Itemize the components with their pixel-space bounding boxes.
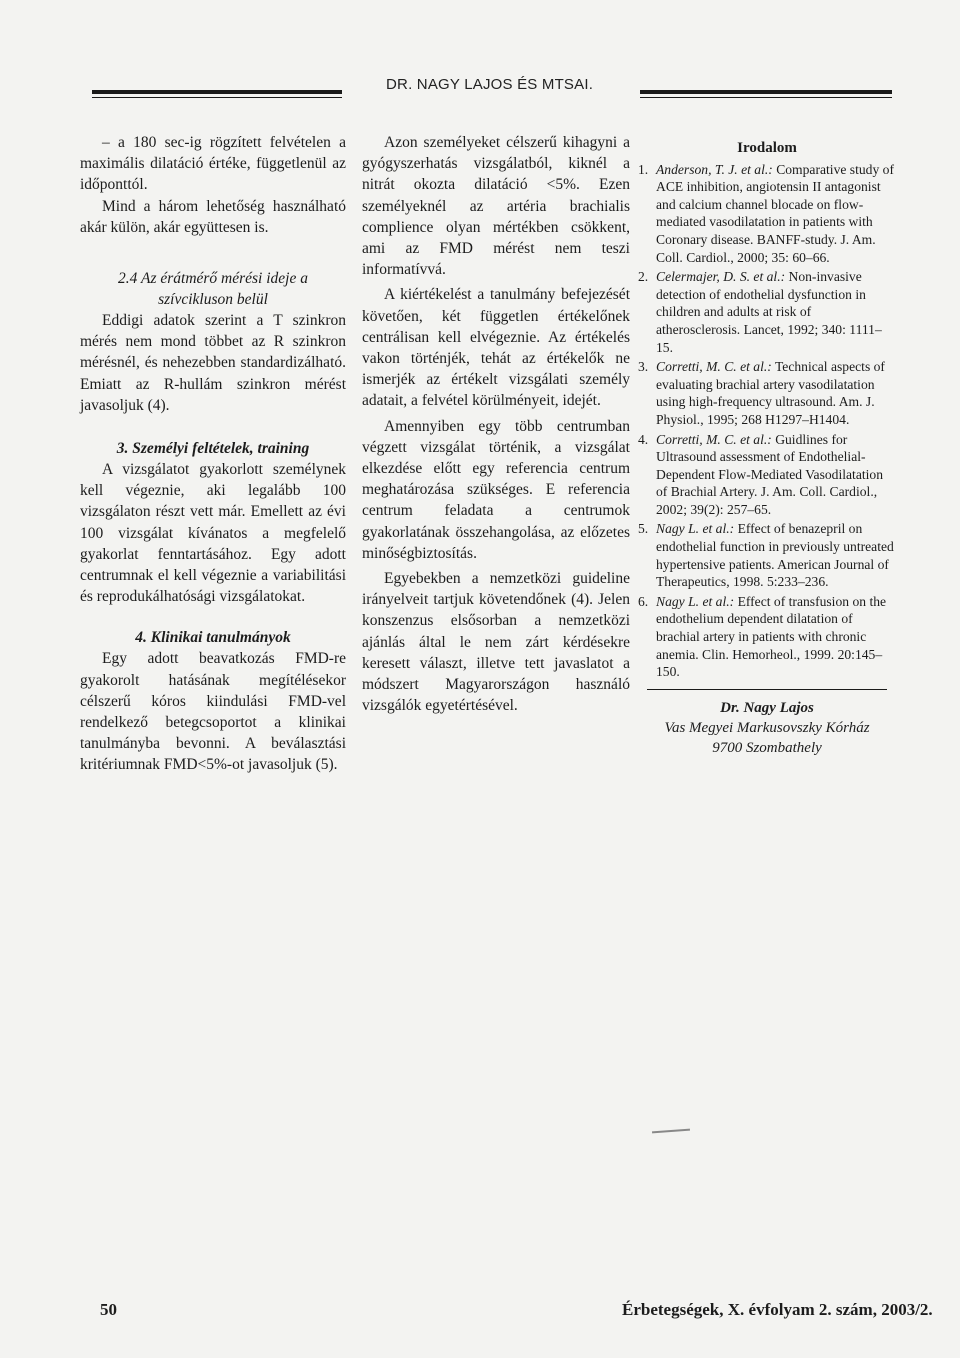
reference-text: Effect of transfusion on the endothelium dependent dilatation of brachial artery in patients with chronic anemia. Clin. Hemorheol., 1999. 20:145–150. [656,593,887,680]
reference-number: 3. [638,359,649,375]
paragraph: Amennyiben egy több centrumban végzett vizsgálat történik, a vizsgálat elkezdése előtt egy referencia centrum meghatározása szükséges. E referencia centrum feladata a centrumok gyakorlatának összehangolása, az előzetes minőségbiztosítás. [362,417,630,562]
text-column-middle [362,132,630,716]
reference-authors: Celermajer, D. S. et al.: [656,269,786,285]
journal-footer: Érbetegségek, X. évfolyam 2. szám, 2003/2. [622,1300,933,1319]
reference-text: Guidlines for Ultrasound assessment of Endothelial-Dependent Flow-Mediated Vasodilatation of Brachial Artery. J. Am. Coll. Cardiol., 2002; 39(2): 257–65. [656,431,884,517]
paragraph: A kiértékelést a tanulmány befejezését követően, két független értékelőnek centrálisan kell elvégeznie. Az értékelés vakon történjék, tehát az értékelők ne ismerjék az értékelt vizsgálati személy adatait, a felvétel körülményeit, idejét. [362,286,630,410]
pencil-mark [652,1129,690,1134]
reference-item [638,268,896,356]
section-heading-2-4: 2.4 Az érátmérő mérési ideje a szívcikluson belül [118,270,308,309]
reference-text: Technical aspects of evaluating brachial artery vasodilatation using high-frequency ultrasound. Am. J. Physiol., 1995; 268 H1297–H1404. [656,359,885,427]
references-column [638,140,896,758]
paragraph: – a 180 sec-ig rögzített felvételen a maximális dilatáció értéke, függetlenül az időponttól. [80,134,346,194]
section-heading-4: 4. Klinikai tanulmányok [135,629,291,647]
author-institution: Vas Megyei Markusovszky Kórház [664,719,870,736]
reference-authors: Anderson, T. J. et al.: [656,161,773,177]
reference-item [638,593,896,681]
reference-number: 5. [638,521,649,537]
reference-text: Non-invasive detection of endothelial dysfunction in children and adults at risk of atherosclerosis. Lancet, 1992; 340: 1111–15. [656,269,882,355]
reference-authors: Nagy L. et al.: [656,593,735,609]
reference-list [638,161,896,681]
header-rule-left-thick [92,90,342,94]
section-heading-3: 3. Személyi feltételek, training [116,440,310,458]
reference-authors: Nagy L. et al.: [656,521,735,537]
paragraph: A vizsgálatot gyakorlott személynek kell végeznie, aki legalább 100 vizsgálaton részt vett már. Emellett az évi 100 vizsgálat kívánatos a megfelelő gyakorlat fenntartásához. Egy adott centrumnak el kell végeznie a variabilitási és reprodukálhatósági vizsgálatokat. [80,461,346,606]
header-rule-right-thick [640,90,892,94]
paragraph: Azon személyeket célszerű kihagyni a gyógyszerhatás vizsgálatból, kiknél a nitrát okozta dilatáció <5%. Ezen személyeknél az artéria brachialis complience olyan mértékben csökkent, ami az FMD mérést nem teszi informatívvá. [362,134,630,279]
reference-item [638,431,896,519]
reference-text: Comparative study of ACE inhibition, angiotensin II antagonist and calcium channel blocade on flow-mediated vasodilatation in patients with Coronary disease. BANFF-study. J. Am. Coll. Cardiol., 2000; 35: 60–66. [656,161,894,265]
paragraph: Mind a három lehetőség használható akár külön, akár együttesen is. [80,197,346,236]
paragraph: Egy adott beavatkozás FMD-re gyakorolt hatásának megítélésekor célszerű kóros kiindulási FMD-vel rendelkező betegcsoportot a klinikai tanulmányba bevonni. A beválasztási kritériumnak FMD<5%-ot javasoljuk (5). [80,650,346,774]
reference-number: 1. [638,161,649,177]
reference-text: Effect of benazepril on endothelial function in previously untreated hypertensive patients. American Journal of Therapeutics, 1998. 5:233–236. [656,521,894,590]
reference-authors: Corretti, M. C. et al.: [656,359,772,375]
text-column-left [80,132,346,776]
reference-number: 2. [638,269,649,285]
reference-number: 6. [638,593,649,609]
page-number: 50 [100,1300,117,1319]
header-rule-right-thin [640,97,892,98]
reference-item [638,520,896,590]
reference-authors: Corretti, M. C. et al.: [656,431,772,447]
author-name: Dr. Nagy Lajos [720,699,814,716]
paragraph: Egyebekben a nemzetközi guideline irányelveit tartjuk követendőnek (4). Jelen konszenzus elsősorban a nemzetközi ajánlás által le nem zárt kérdésekre keresett választ, illetve tett javaslatot a módszert Magyarországon használó vizsgálók egyetértésével. [362,570,630,715]
header-rule-left-thin [92,97,342,98]
paragraph: Eddigi adatok szerint a T szinkron mérés nem mond többet az R szinkron mérésnél, és nehezebben standardizálható. Emiatt az R-hullám szinkron mérést javasoljuk (4). [80,312,346,414]
signature-block [638,698,896,758]
signature-divider [647,689,887,690]
author-address: 9700 Szombathely [712,739,822,756]
reference-number: 4. [638,431,649,447]
references-heading: Irodalom [737,140,797,156]
reference-item [638,358,896,428]
running-header: DR. NAGY LAJOS ÉS MTSAI. [386,76,594,93]
reference-item [638,161,896,267]
